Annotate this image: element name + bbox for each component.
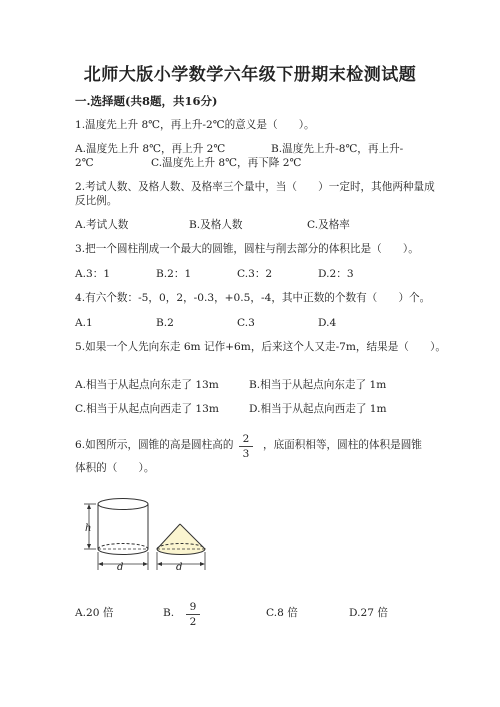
q5-option-d[interactable]: D.相当于从起点向西走了 1m [249, 403, 387, 415]
q4-stem: 4.有六个数：-5，0，2，-0.3，+0.5，-4，其中正数的个数有（ ）个。 [75, 292, 431, 304]
q5-option-a[interactable]: A.相当于从起点向东走了 13m [75, 379, 219, 391]
q1-option-b-cont: 2℃ [75, 157, 94, 169]
height-label: h [85, 523, 92, 534]
q3-stem: 3.把一个圆柱削成一个最大的圆锥，圆柱与削去部分的体积比是（ ）。 [75, 243, 419, 255]
q4-option-a[interactable]: A.1 [75, 317, 93, 329]
q4-option-d[interactable]: D.4 [318, 317, 337, 329]
q1-option-b[interactable]: B.温度先上升-8℃，再上升- [271, 143, 404, 155]
q6-option-d[interactable]: D.27 倍 [349, 607, 388, 619]
fraction-bar [239, 446, 253, 447]
q6-fraction-numerator: 2 [242, 433, 250, 445]
page-title: 北师大版小学数学六年级下册期末检测试题 [83, 65, 417, 85]
q1-stem: 1.温度先上升 8℃，再上升-2℃的意义是（ ）。 [75, 119, 315, 131]
q3-option-a[interactable]: A.3：1 [75, 268, 111, 280]
cylinder-diameter-marker [98, 552, 148, 573]
q6-fraction [239, 433, 253, 460]
fraction-bar [186, 614, 200, 615]
q6-option-b-denominator: 2 [189, 616, 197, 628]
q2-stem-line2: 反比例。 [75, 195, 118, 207]
q6-option-b-fraction [186, 601, 200, 628]
q2-option-c[interactable]: C.及格率 [307, 219, 350, 231]
cone-diameter-marker [157, 552, 205, 573]
q1-option-a[interactable]: A.温度先上升 8℃，再上升 2℃ [75, 143, 226, 155]
q2-stem-line1: 2.考试人数、及格人数、及格率三个量中，当（ ）一定时，其他两种量成 [75, 181, 435, 193]
q3-option-d[interactable]: D.2：3 [318, 268, 354, 280]
cylinder-shape [98, 499, 148, 555]
q5-option-c[interactable]: C.相当于从起点向西走了 13m [75, 403, 219, 415]
q4-option-c[interactable]: C.3 [237, 317, 255, 329]
cylinder-cone-figure [76, 490, 216, 580]
q6-stem-line1b: ，底面积相等，圆柱的体积是圆锥 [263, 439, 422, 451]
q6-stem-line2: 体积的（ ）。 [75, 462, 155, 474]
section-heading: 一.选择题(共8题，共16分) [75, 94, 218, 108]
q3-option-b[interactable]: B.2：1 [156, 268, 192, 280]
cylinder-diameter-label: d [117, 562, 124, 573]
q6-option-a[interactable]: A.20 倍 [75, 607, 114, 619]
q6-fraction-denominator: 3 [242, 448, 250, 460]
q6-stem-line1a: 6.如图所示，圆锥的高是圆柱高的 [75, 439, 234, 451]
q5-option-b[interactable]: B.相当于从起点向东走了 1m [249, 379, 387, 391]
q6-option-c[interactable]: C.8 倍 [266, 607, 298, 619]
height-marker [84, 504, 96, 549]
q2-option-a[interactable]: A.考试人数 [75, 219, 129, 231]
q1-option-c[interactable]: C.温度先上升 8℃，再下降 2℃ [151, 157, 302, 169]
q6-option-b[interactable]: B. [163, 607, 175, 619]
q3-option-c[interactable]: C.3：2 [237, 268, 273, 280]
q4-option-b[interactable]: B.2 [156, 317, 174, 329]
q5-stem: 5.如果一个人先向东走 6m 记作+6m，后来这个人又走-7m，结果是（ ）。 [75, 341, 446, 353]
cone-diameter-label: d [176, 562, 183, 573]
q2-option-b[interactable]: B.及格人数 [189, 219, 243, 231]
q6-option-b-numerator: 9 [189, 601, 197, 613]
cone-shape [157, 524, 205, 555]
